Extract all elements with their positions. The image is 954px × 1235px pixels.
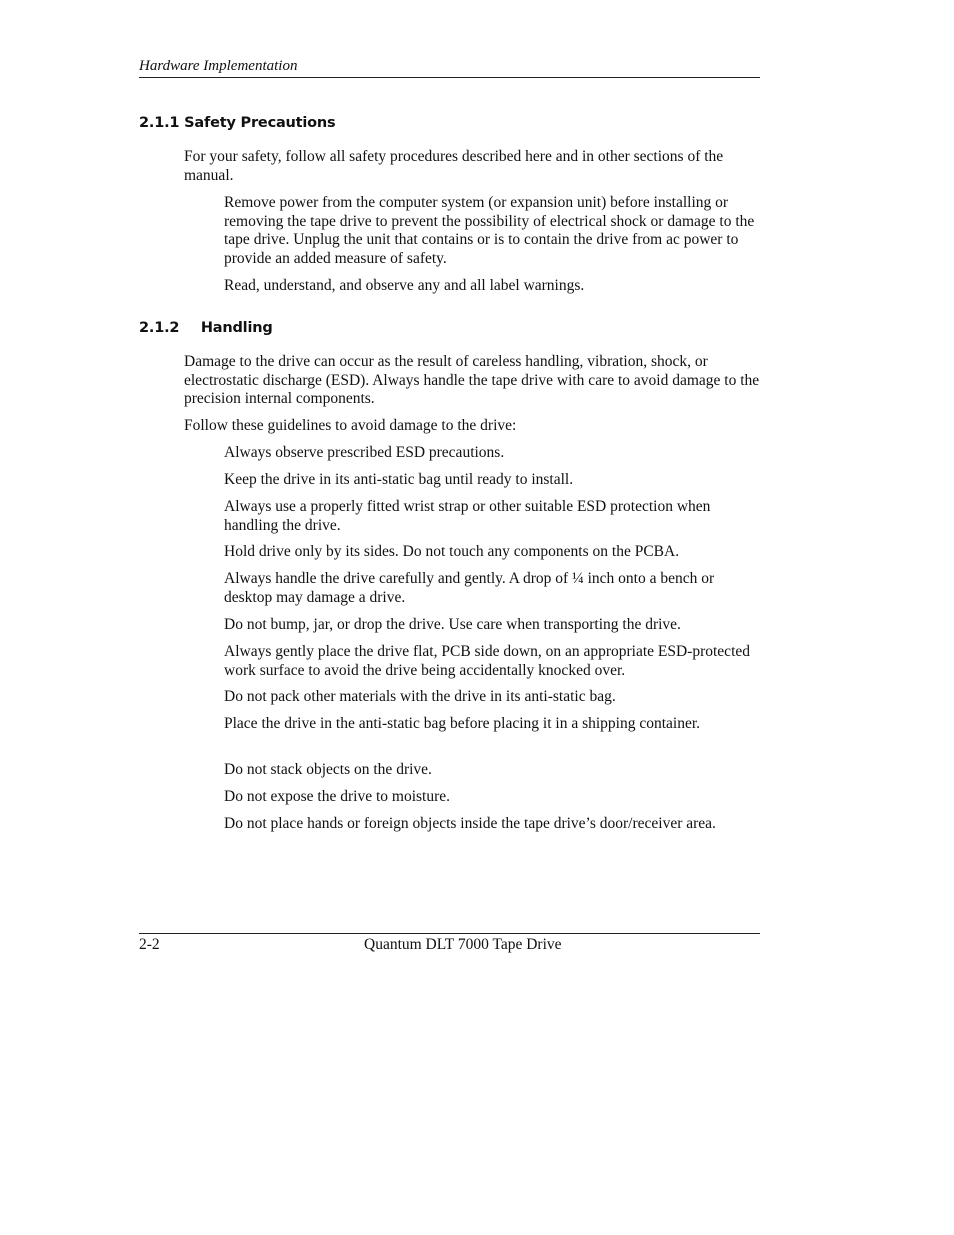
section-title: Handling bbox=[200, 320, 273, 336]
handling-item: Do not bump, jar, or drop the drive. Use care when transporting the drive. bbox=[224, 616, 681, 633]
section-heading-handling bbox=[139, 318, 273, 338]
safety-item: Remove power from the computer system (or expansion unit) before installing or removing the tape drive to prevent the possibility of electrical shock or damage to the tape drive. Unplug the unit that contains or is to contain the drive from ac power to provide an added measure of safety. bbox=[224, 194, 755, 267]
footer-rule bbox=[139, 933, 760, 934]
handling-item: Do not stack objects on the drive. bbox=[224, 761, 432, 778]
footer-document-title: Quantum DLT 7000 Tape Drive bbox=[364, 936, 562, 953]
section-title: Safety Precautions bbox=[184, 115, 336, 131]
handling-item: Always use a properly fitted wrist strap or other suitable ESD protection when handling the drive. bbox=[224, 498, 711, 534]
safety-item: Read, understand, and observe any and all label warnings. bbox=[224, 277, 585, 294]
handling-intro-paragraph: Damage to the drive can occur as the result of careless handling, vibration, shock, or electrostatic discharge (ESD). Always handle the tape drive with care to avoid damage to the precision internal components. bbox=[184, 353, 760, 408]
header-rule bbox=[139, 77, 760, 78]
handling-item: Keep the drive in its anti-static bag until ready to install. bbox=[224, 471, 574, 488]
page-number: 2-2 bbox=[139, 936, 160, 953]
handling-lead-paragraph: Follow these guidelines to avoid damage to the drive: bbox=[184, 417, 517, 434]
section-heading-safety bbox=[139, 113, 336, 133]
handling-item: Do not pack other materials with the drive in its anti-static bag. bbox=[224, 688, 616, 705]
handling-item: Always observe prescribed ESD precautions. bbox=[224, 444, 505, 461]
section-number: 2.1.2 bbox=[139, 320, 180, 336]
handling-item: Do not expose the drive to moisture. bbox=[224, 788, 450, 805]
section-number: 2.1.1 bbox=[139, 115, 180, 131]
handling-item: Always gently place the drive flat, PCB side down, on an appropriate ESD-protected work surface to avoid the drive being accidentally knocked over. bbox=[224, 643, 751, 679]
safety-intro-paragraph: For your safety, follow all safety procedures described here and in other sections of the manual. bbox=[184, 148, 724, 184]
handling-item: Place the drive in the anti-static bag before placing it in a shipping container. bbox=[224, 715, 701, 732]
running-header: Hardware Implementation bbox=[139, 58, 298, 74]
handling-item: Hold drive only by its sides. Do not touch any components on the PCBA. bbox=[224, 543, 680, 560]
handling-item: Always handle the drive carefully and gently. A drop of ¼ inch onto a bench or desktop may damage a drive. bbox=[224, 570, 715, 606]
handling-item: Do not place hands or foreign objects inside the tape drive’s door/receiver area. bbox=[224, 815, 716, 832]
